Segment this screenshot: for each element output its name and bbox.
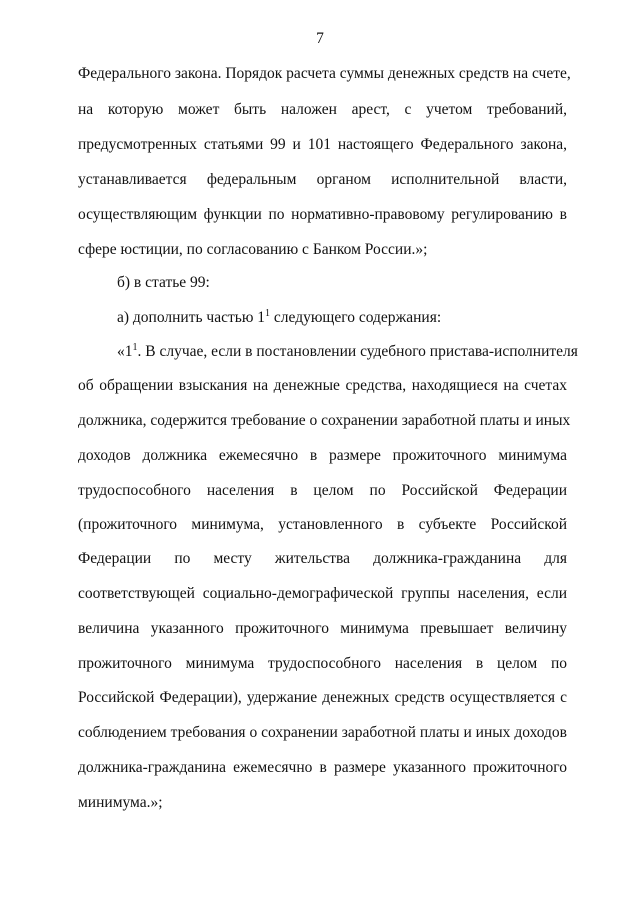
text-line: трудоспособного населения в целом по Российской Федерации bbox=[78, 482, 567, 499]
text-line: должника, содержится требование о сохранении заработной платы и иных bbox=[78, 412, 571, 429]
quoted-paragraph-start bbox=[117, 341, 578, 363]
text-line: осуществляющим функции по нормативно-правовому регулированию в bbox=[78, 206, 567, 223]
text-line: (прожиточного минимума, установленного в субъекте Российской bbox=[78, 516, 567, 533]
text-line: минимума.»; bbox=[78, 794, 163, 811]
text-fragment: . В случае, если в постановлении судебного пристава-исполнителя bbox=[137, 343, 578, 360]
text-fragment: а) дополнить частью 1 bbox=[117, 309, 266, 326]
text-line: предусмотренных статьями 99 и 101 настоящего Федерального закона, bbox=[78, 136, 567, 153]
text-line: величина указанного прожиточного минимума превышает величину bbox=[78, 620, 567, 637]
text-line: Федерации по месту жительства должника-гражданина для bbox=[78, 550, 567, 567]
text-fragment: следующего содержания: bbox=[270, 309, 442, 326]
text-line: соответствующей социально-демографической группы населения, если bbox=[78, 585, 567, 602]
text-line: доходов должника ежемесячно в размере прожиточного минимума bbox=[78, 447, 567, 464]
text-fragment: «1 bbox=[117, 343, 133, 360]
text-line: об обращении взыскания на денежные средства, находящиеся на счетах bbox=[78, 377, 567, 394]
text-line: Российской Федерации), удержание денежных средств осуществляется с bbox=[78, 689, 567, 706]
superscript: 1 bbox=[265, 308, 271, 319]
page-number: 7 bbox=[316, 30, 324, 47]
text-line: соблюдением требования о сохранении заработной платы и иных доходов bbox=[78, 724, 567, 741]
list-item: б) в статье 99: bbox=[117, 274, 210, 291]
text-line: сфере юстиции, по согласованию с Банком России.»; bbox=[78, 241, 428, 258]
superscript: 1 bbox=[132, 342, 138, 353]
text-line: прожиточного минимума трудоспособного населения в целом по bbox=[78, 655, 567, 672]
text-line: Федерального закона. Порядок расчета суммы денежных средств на счете, bbox=[78, 65, 571, 82]
text-line: на которую может быть наложен арест, с учетом требований, bbox=[78, 101, 567, 118]
text-line: должника-гражданина ежемесячно в размере указанного прожиточного bbox=[78, 759, 567, 776]
list-item bbox=[117, 307, 567, 329]
text-line: устанавливается федеральным органом исполнительной власти, bbox=[78, 171, 567, 188]
